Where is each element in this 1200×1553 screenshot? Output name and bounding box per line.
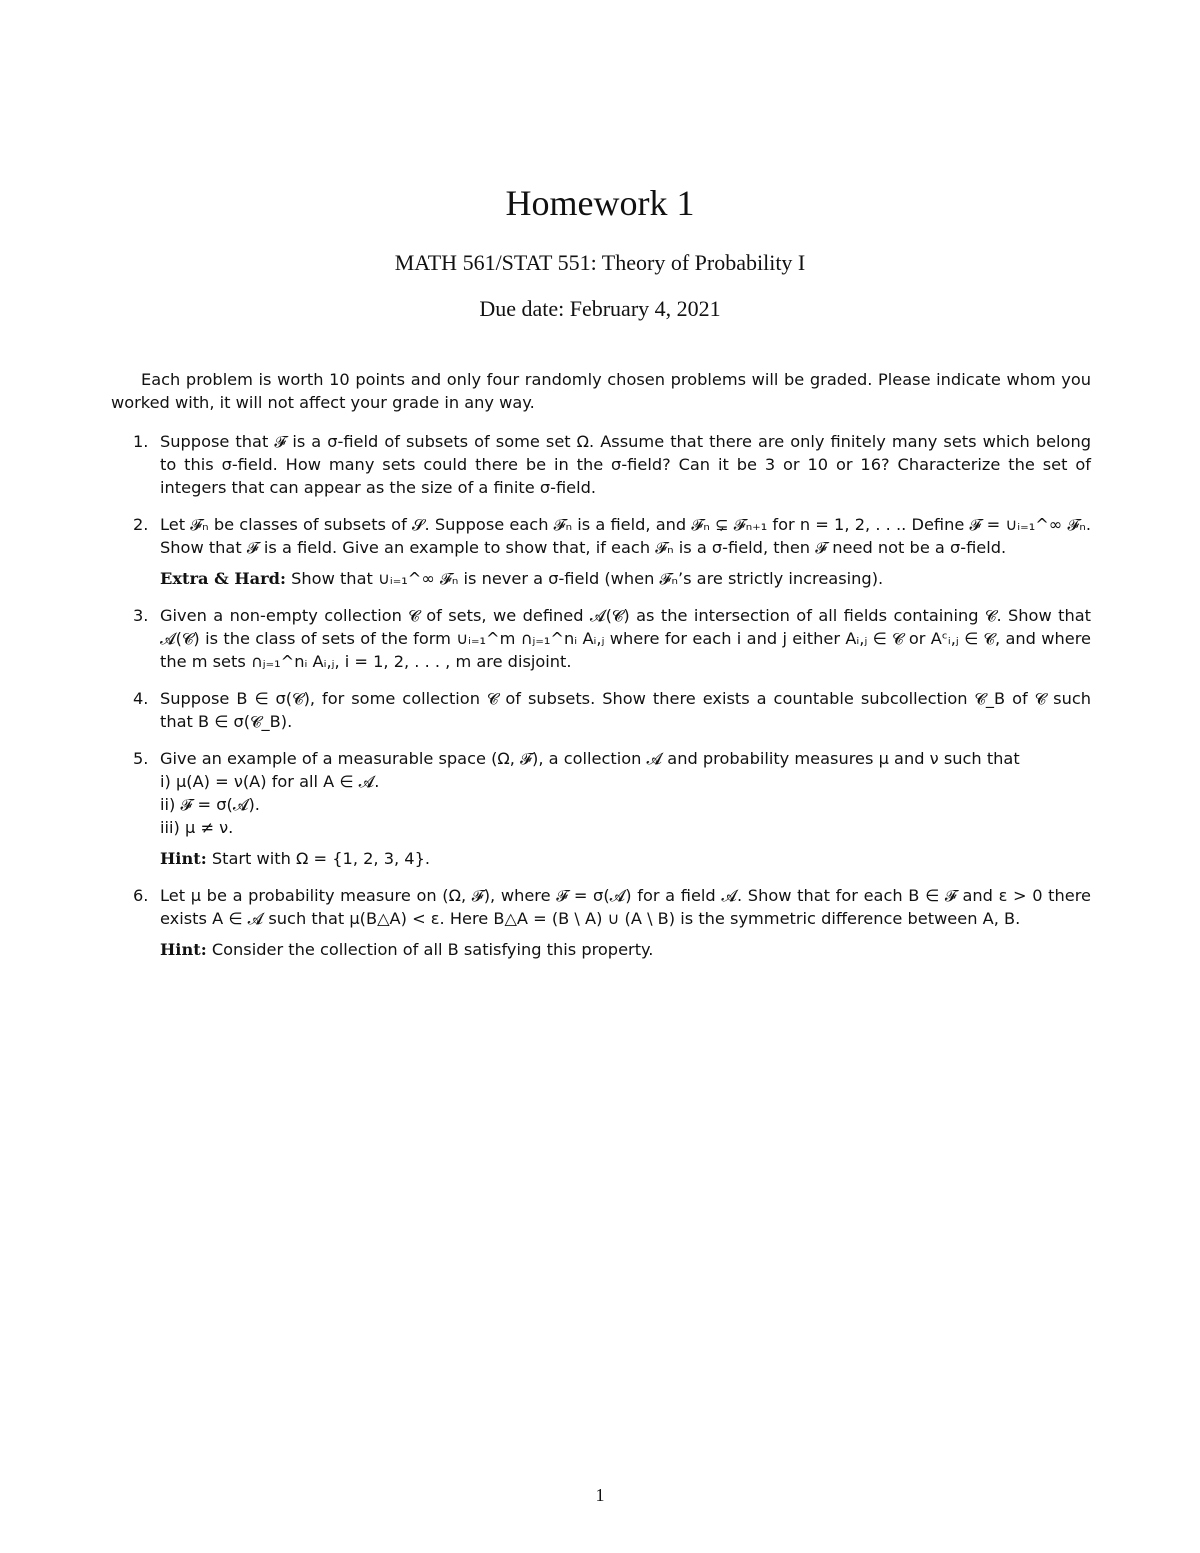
problem-number: 2. <box>133 515 149 534</box>
problem-item-3 <box>111 604 1091 673</box>
problem-text: Let 𝓕ₙ be classes of subsets of 𝓢. Suppose each 𝓕ₙ is a field, and 𝓕ₙ ⊊ 𝓕ₙ₊₁ for n = 1, 2, . . .. Define 𝓕 = ∪ᵢ₌₁^∞ 𝓕ₙ. Show that 𝓕 is a field. Give an example to show that, if each 𝓕ₙ is a σ-field, then 𝓕 need not be a σ-field. <box>160 515 1091 557</box>
problem-text: Let μ be a probability measure on (Ω, 𝓕), where 𝓕 = σ(𝓐) for a field 𝓐. Show that for each B ∈ 𝓕 and ε > 0 there exists A ∈ 𝓐 such that μ(B△A) < ε. Here B△A = (B \ A) ∪ (A \ B) is the symmetric difference between A, B. <box>160 886 1091 928</box>
document-body <box>111 368 1091 975</box>
condition-item: ii) 𝓕 = σ(𝓐). <box>160 795 260 814</box>
problem-lines <box>160 747 1091 839</box>
condition-item: iii) μ ≠ ν. <box>160 818 234 837</box>
problem-item-6 <box>111 884 1091 961</box>
extra-note <box>160 567 1091 590</box>
course-name: MATH 561/STAT 551: Theory of Probability I <box>394 250 806 275</box>
problem-list <box>111 430 1091 961</box>
problem-number: 4. <box>133 689 149 708</box>
extra-label: Extra & Hard: <box>160 569 286 588</box>
hint-text: Start with Ω = {1, 2, 3, 4}. <box>211 849 431 868</box>
problem-text: Give an example of a measurable space (Ω, 𝓕), a collection 𝓐 and probability measures μ and ν such that <box>160 749 1020 768</box>
condition-item: i) μ(A) = ν(A) for all A ∈ 𝓐. <box>160 772 380 791</box>
problem-text: Given a non-empty collection 𝓒 of sets, we defined 𝓐(𝓒) as the intersection of all fields containing 𝓒. Show that 𝓐(𝓒) is the class of sets of the form ∪ᵢ₌₁^m ∩ⱼ₌₁^nᵢ Aᵢ,ⱼ where for each i and j either Aᵢ,ⱼ ∈ 𝓒 or Aᶜᵢ,ⱼ ∈ 𝓒, and where the m sets ∩ⱼ₌₁^nᵢ Aᵢ,ⱼ, i = 1, 2, . . . , m are disjoint. <box>160 606 1091 671</box>
problem-text: Suppose that 𝓕 is a σ-field of subsets of some set Ω. Assume that there are only finitely many sets which belong to this σ-field. How many sets could there be in the σ-field? Can it be 3 or 10 or 16? Characterize the set of integers that can appear as the size of a finite σ-field. <box>160 432 1091 497</box>
problem-number: 6. <box>133 886 149 905</box>
problem-item-2 <box>111 513 1091 590</box>
hint-label: Hint: <box>160 849 207 868</box>
due-date: Due date: February 4, 2021 <box>479 296 721 321</box>
hint-text: Consider the collection of all B satisfying this property. <box>211 940 654 959</box>
problem-number: 3. <box>133 606 149 625</box>
page-number: 1 <box>595 1485 605 1505</box>
problem-number: 1. <box>133 432 149 451</box>
document-title: Homework 1 <box>505 183 695 223</box>
hint-label: Hint: <box>160 940 207 959</box>
extra-text: Show that ∪ᵢ₌₁^∞ 𝓕ₙ is never a σ-field (when 𝓕ₙ’s are strictly increasing). <box>291 569 884 588</box>
hint-note <box>160 847 1091 870</box>
problem-text: Suppose B ∈ σ(𝓒), for some collection 𝓒 of subsets. Show there exists a countable subcollection 𝓒_B of 𝓒 such that B ∈ σ(𝓒_B). <box>160 689 1091 731</box>
problem-number: 5. <box>133 749 149 768</box>
hint-note <box>160 938 1091 961</box>
problem-item-1 <box>111 430 1091 499</box>
intro-paragraph: Each problem is worth 10 points and only four randomly chosen problems will be graded. Please indicate whom you worked with, it will not affect your grade in any way. <box>111 370 1091 412</box>
problem-item-4 <box>111 687 1091 733</box>
problem-item-5 <box>111 747 1091 870</box>
